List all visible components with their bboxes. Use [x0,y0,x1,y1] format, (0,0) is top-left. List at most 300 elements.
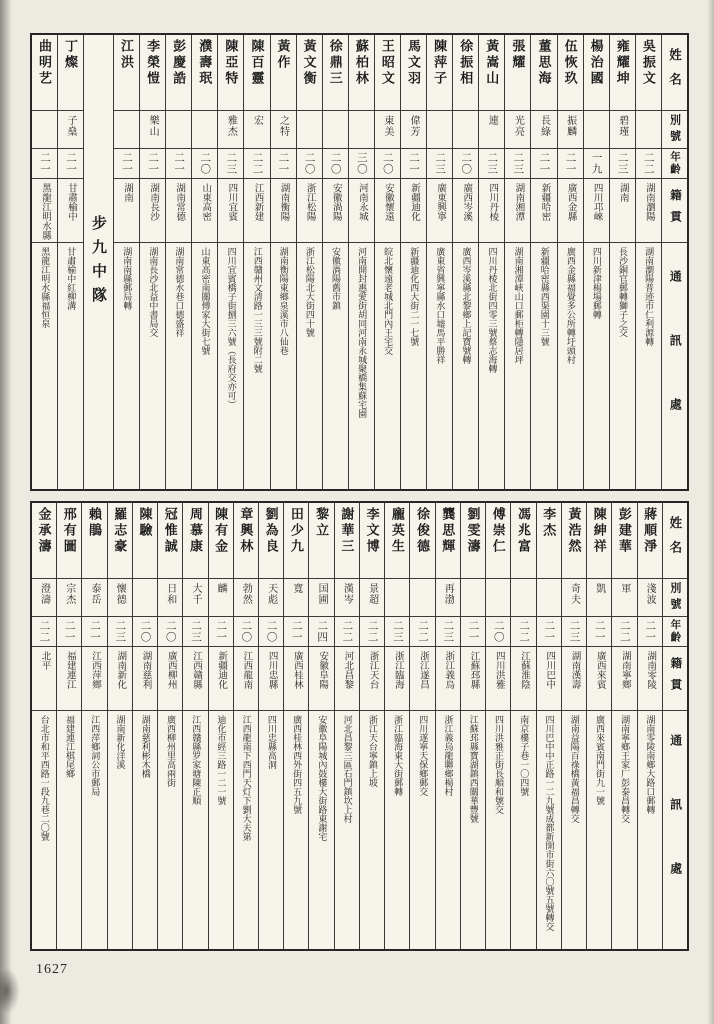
person-native: 四川忠縣 [259,647,283,711]
person-address: 黑龍江明水縣福恒泉 [40,247,51,328]
header-column [661,35,687,489]
person-name: 黎立 [309,503,333,579]
person-native: 湖南新化 [108,647,132,711]
person-age: 二一 [461,617,485,647]
person-name: 黃文衡 [297,35,322,111]
person-column [635,35,661,489]
person-column [157,503,182,949]
person-age: 二一 [284,617,308,647]
person-address: 湖南常德水巷口德盛祥 [174,247,185,337]
person-address: 湖南長沙北益中書局交 [148,247,159,337]
person-address: 四川遂寧天保鄉郵交 [418,715,429,796]
person-age: 二一 [32,149,57,179]
person-alias: 天彪 [259,579,283,617]
person-age: 二二 [244,149,269,179]
person-column [359,503,384,949]
person-column [322,35,348,489]
person-age: 二〇 [158,617,182,647]
person-age: 二一 [58,149,83,179]
person-native: 廣東興寧 [427,179,452,243]
person-alias: 碧瑾 [610,111,635,149]
person-name: 王昭文 [375,35,400,111]
unit-divider-label: 步九中隊 [90,215,107,311]
person-column [217,35,243,489]
person-name: 彭慶誥 [166,35,191,111]
person-alias: 麟 [209,579,233,617]
header-name: 姓名 [663,503,687,579]
person-native: 四川宜賓 [218,179,243,243]
person-address: 湖南南縣郵局轉 [122,247,133,310]
person-name: 雍耀坤 [610,35,635,111]
person-age: 二三 [562,617,586,647]
person-name: 吳振文 [636,35,661,111]
person-alias [636,111,661,149]
person-age: 二一 [209,617,233,647]
person-age: 二二 [335,617,359,647]
person-native: 四川洪雅 [486,647,510,711]
person-age: 二〇 [486,617,510,647]
person-name: 彭建華 [612,503,636,579]
person-column [536,503,561,949]
person-alias: 勃然 [234,579,258,617]
person-address: 四川丹棱北街四零三號蔡志海轉 [487,247,498,373]
person-name: 田少九 [284,503,308,579]
person-address: 浙江松陽北大街四十號 [304,247,315,337]
person-native: 廣西岑溪 [453,179,478,243]
person-name: 謝華三 [335,503,359,579]
person-alias: 再渤 [436,579,460,617]
person-column [400,35,426,489]
unit-divider-column [83,35,113,489]
person-address: 新疆哈密縣西渠園十三號 [539,247,550,346]
person-address: 福建連江棋尾鄉 [65,715,76,778]
person-column [586,503,611,949]
person-native: 山東高密 [192,179,217,243]
person-column [296,35,322,489]
person-alias [323,111,348,149]
person-age: 二一 [82,617,106,647]
person-name: 徐俊德 [410,503,434,579]
header-address: 通訊處 [668,270,683,462]
person-native: 甘肅榆中 [58,179,83,243]
person-name: 李文博 [360,503,384,579]
person-native: 安徽阜陽 [309,647,333,711]
person-alias: 振麟 [558,111,583,149]
person-name: 陳百靈 [244,35,269,111]
person-native: 湖南 [610,179,635,243]
person-address: 浙江天台寧鎮上坡 [367,715,378,787]
person-age: 二三 [183,617,207,647]
person-name: 陳有金 [209,503,233,579]
person-native: 江蘇邳縣 [461,647,485,711]
person-alias: 懷德 [108,579,132,617]
person-age: 二三 [479,149,504,179]
person-column [32,503,56,949]
person-age: 二一 [537,617,561,647]
header-native: 籍貫 [662,179,687,243]
person-address: 四川忠縣高洞 [266,715,277,769]
person-address: 南京樓子巷一〇四號 [519,715,530,796]
person-name: 陳驗 [133,503,157,579]
person-alias: 漢岑 [335,579,359,617]
person-alias: 長綠 [531,111,556,149]
person-alias [385,579,409,617]
person-native: 浙江義烏 [436,647,460,711]
person-native: 廣西柳州 [158,647,182,711]
person-column [283,503,308,949]
person-native: 四川巴中 [537,647,561,711]
person-native: 河南永城 [349,179,374,243]
scan-shadow-right [707,0,714,1024]
person-address: 河北昌黎三區石門鎮坎上村 [342,715,353,823]
person-address: 安徽阜陽城內鼓樓大街路東謝宅 [317,715,328,841]
person-native: 湖南 [114,179,139,243]
person-alias: 連 [479,111,504,149]
person-age: 二一 [271,149,296,179]
person-address: 山東高密南關傅家大街七號 [200,247,211,355]
person-address: 甘肅榆中紅柳溝 [66,247,77,310]
person-native: 河北昌黎 [335,647,359,711]
person-alias [166,111,191,149]
person-age: 三〇 [349,149,374,179]
person-alias: 之特 [271,111,296,149]
person-column [452,35,478,489]
person-address: 新疆迪化西大街二一七號 [409,247,420,346]
person-column [384,503,409,949]
person-age: 二一 [401,149,426,179]
person-column [609,35,635,489]
person-native: 浙江遂昌 [410,647,434,711]
person-column [56,503,81,949]
person-alias [486,579,510,617]
person-name: 劉雯濤 [461,503,485,579]
person-age: 二二 [612,617,636,647]
person-column [182,503,207,949]
person-native: 湖南衡陽 [271,179,296,243]
person-column [409,503,434,949]
person-native: 廣西來賓 [587,647,611,711]
person-alias [133,579,157,617]
person-alias [537,579,561,617]
person-native: 安徽懷遠 [375,179,400,243]
person-native: 新疆迪化 [401,179,426,243]
person-age: 二〇 [133,617,157,647]
person-native: 福建連江 [57,647,81,711]
person-alias [584,111,609,149]
person-column [113,35,139,489]
person-alias [114,111,139,149]
person-address: 江西萍鄉詞公市郵局 [90,715,101,796]
person-age: 二〇 [259,617,283,647]
person-age: 二四 [309,617,333,647]
person-column [32,35,57,489]
person-name: 章興林 [234,503,258,579]
person-address: 湖南衡陽東鄉泉溪市八仙巷 [278,247,289,355]
person-age: 二〇 [297,149,322,179]
person-alias: 景超 [360,579,384,617]
person-native: 湖南漢壽 [562,647,586,711]
person-column [637,503,662,949]
person-address: 湖南益陽百祿橋黃福昌轉交 [569,715,580,823]
person-name: 黃作 [271,35,296,111]
person-address: 浙江義烏龍聯鄉楊村 [443,715,454,796]
person-column [334,503,359,949]
person-native: 新疆迪化 [209,647,233,711]
person-age: 二〇 [234,617,258,647]
person-alias: 偉芳 [401,111,426,149]
person-native: 江蘇淮陰 [511,647,535,711]
person-native: 四川邛崍 [584,179,609,243]
person-alias: 軍 [612,579,636,617]
person-column [426,35,452,489]
person-address: 湖南瀏陽普迹市仁利源轉 [644,247,655,346]
person-column [165,35,191,489]
person-alias: 泰岳 [82,579,106,617]
person-address: 廣西金縣福覺多公所轉圩頭村 [565,247,576,364]
header-alias: 別號 [663,579,687,617]
person-age: 二〇 [453,149,478,179]
person-native: 湖南瀏陽 [636,179,661,243]
person-age: 一九 [584,149,609,179]
person-alias [453,111,478,149]
person-address: 湖南新化洋溪 [115,715,126,769]
roster-table-bottom [30,501,689,951]
person-native: 新疆哈密 [531,179,556,243]
person-column [530,35,556,489]
person-column [460,503,485,949]
person-name: 邢有圖 [57,503,81,579]
person-alias [511,579,535,617]
person-alias: 日和 [158,579,182,617]
person-column [611,503,636,949]
header-native: 籍貫 [663,647,687,711]
person-name: 江洪 [114,35,139,111]
person-column [504,35,530,489]
person-address: 迪化市經三路一二一號 [216,715,227,805]
header-age: 年齡 [662,149,687,179]
person-address: 廣西岑溪縣北黎鄉上記寶號轉 [461,247,472,364]
person-native: 江西新建 [244,179,269,243]
person-address: 廣西桂林西外街四五九號 [292,715,303,814]
person-address: 長沙銅官郵轉獅子之交 [618,247,629,337]
person-age: 二〇 [375,149,400,179]
person-name: 徐振相 [453,35,478,111]
header-alias: 別號 [662,111,687,149]
person-column [132,503,157,949]
person-alias: 宗杰 [57,579,81,617]
person-name: 陳紳祥 [587,503,611,579]
person-address: 江西贛州文清路一三三號附二號 [252,247,263,373]
person-age: 二〇 [323,149,348,179]
person-native: 浙江松陽 [297,179,322,243]
person-address: 四川巴中中正路一二九號成都新開市街六〇號五號轉交 [544,715,555,931]
person-alias: 寬 [284,579,308,617]
person-alias: 淺波 [638,579,662,617]
person-column [139,35,165,489]
person-column [485,503,510,949]
person-alias: 宏 [244,111,269,149]
person-alias: 光亮 [505,111,530,149]
header-column [662,503,687,949]
person-name: 傅崇仁 [486,503,510,579]
person-column [510,503,535,949]
person-age: 二一 [531,149,556,179]
person-column [81,503,106,949]
person-name: 馮兆富 [511,503,535,579]
person-alias [427,111,452,149]
person-alias [461,579,485,617]
person-name: 冠惟誠 [158,503,182,579]
person-column [191,35,217,489]
person-name: 李杰 [537,503,561,579]
person-address: 台北市和平西路一段九巷二〇號 [39,715,50,841]
person-name: 金承濤 [32,503,56,579]
person-address: 湖南零陵南鄉大路口郵轉 [645,715,656,814]
person-alias [192,111,217,149]
scan-shadow-left [0,0,12,1024]
person-age: 二一 [166,149,191,179]
scan-smudge [0,968,20,1014]
person-alias: 凱 [587,579,611,617]
person-column [561,503,586,949]
person-address: 安徽渦陽舊市鎮 [330,247,341,310]
person-address: 浙江臨海東大街郵轉 [393,715,404,796]
person-address: 河南開封惠愛街胡同河南永城聚橋集蘇宅園 [357,247,368,418]
page-number: 1627 [36,962,68,977]
person-column [374,35,400,489]
person-native: 安徽渦陽 [323,179,348,243]
person-age: 二三 [108,617,132,647]
person-age: 二三 [610,149,635,179]
person-address: 江西贛縣罗家塘陳正順 [191,715,202,805]
person-native: 湖南湘潭 [505,179,530,243]
person-address: 廣西來賓南門街九一號 [594,715,605,805]
person-column [233,503,258,949]
person-address: 廣東省興寧縣水口墟馬平勝祥 [435,247,446,364]
person-alias [297,111,322,149]
person-native: 湖南零陵 [638,647,662,711]
person-native: 湖南寧鄉 [612,647,636,711]
person-name: 濮壽珉 [192,35,217,111]
person-native: 湖南長沙 [140,179,165,243]
person-address: 四川宜賓橋子街捌三六號（長府交亦可） [226,247,237,409]
person-name: 馬文羽 [401,35,426,111]
person-age: 二一 [587,617,611,647]
person-age: 二一 [558,149,583,179]
person-native: 江西贛縣 [183,647,207,711]
person-column [57,35,83,489]
person-alias: 国圃 [309,579,333,617]
person-column [208,503,233,949]
person-age: 二三 [505,149,530,179]
person-column [583,35,609,489]
person-name: 丁燦 [58,35,83,111]
person-address: 湖南慈利彬木橋 [140,715,151,778]
person-age: 二二 [32,617,56,647]
person-age: 二二 [636,149,661,179]
person-name: 黃浩然 [562,503,586,579]
person-age: 二三 [218,149,243,179]
person-name: 楊治國 [584,35,609,111]
person-native: 浙江天台 [360,647,384,711]
person-column [435,503,460,949]
person-name: 曲明艺 [32,35,57,111]
person-alias: 東美 [375,111,400,149]
person-alias: 奇夫 [562,579,586,617]
person-age: 二一 [114,149,139,179]
roster-table-top [30,33,689,491]
person-age: 二一 [57,617,81,647]
person-native: 廣西桂林 [284,647,308,711]
person-name: 賴鵑 [82,503,106,579]
person-alias: 大千 [183,579,207,617]
person-name: 龐英生 [385,503,409,579]
person-name: 董思海 [531,35,556,111]
person-native: 湖南慈利 [133,647,157,711]
person-column [243,35,269,489]
person-alias: 子燊 [58,111,83,149]
person-native: 湖南常德 [166,179,191,243]
person-native: 四川丹棱 [479,179,504,243]
person-address: 湖南湘潭峽山口郵柜轉隱居坪 [513,247,524,364]
person-native: 江西龍南 [234,647,258,711]
person-age: 二二 [410,617,434,647]
person-address: 湖南寧鄉王家厂彭泰昌轉交 [620,715,631,823]
person-address: 四川洪雅正街長順和號交 [494,715,504,814]
person-name: 徐鼎三 [323,35,348,111]
person-alias [32,111,57,149]
header-name: 姓名 [662,35,687,111]
person-column [270,35,296,489]
person-name: 蘇柏林 [349,35,374,111]
header-age: 年齡 [663,617,687,647]
person-native: 黑龍江明水縣 [32,179,57,243]
person-address: 江西龍南下西門天灯下劉大夫第 [241,715,252,841]
person-column [557,35,583,489]
person-age: 二三 [436,617,460,647]
person-age: 二一 [638,617,662,647]
person-name: 羅志豪 [108,503,132,579]
person-alias [349,111,374,149]
person-name: 伍恢玖 [558,35,583,111]
person-alias: 樂山 [140,111,165,149]
person-column [258,503,283,949]
header-address: 通訊處 [668,734,683,926]
person-name: 陳萍子 [427,35,452,111]
person-age: 二〇 [192,149,217,179]
person-age: 二三 [427,149,452,179]
person-age: 二三 [385,617,409,647]
person-column [107,503,132,949]
person-native: 北平 [32,647,56,711]
person-age: 二二 [360,617,384,647]
person-address: 四川新津楊場郵轉 [591,247,602,319]
person-name: 周慕康 [183,503,207,579]
person-alias: 雅杰 [218,111,243,149]
person-name: 蔣順淨 [638,503,662,579]
person-native: 浙江臨海 [385,647,409,711]
person-name: 劉為良 [259,503,283,579]
person-alias: 澄濤 [32,579,56,617]
person-age: 二二 [511,617,535,647]
person-name: 龔思輝 [436,503,460,579]
person-address: 皖北懷遠老城北門內王宅交 [383,247,394,355]
person-address: 江蘇邳縣寶湖鎮西關華豐號 [468,715,479,823]
person-name: 黃嵩山 [479,35,504,111]
person-name: 張耀 [505,35,530,111]
person-address: 廣西柳州里高兩街 [165,715,176,787]
person-name: 陳亞特 [218,35,243,111]
